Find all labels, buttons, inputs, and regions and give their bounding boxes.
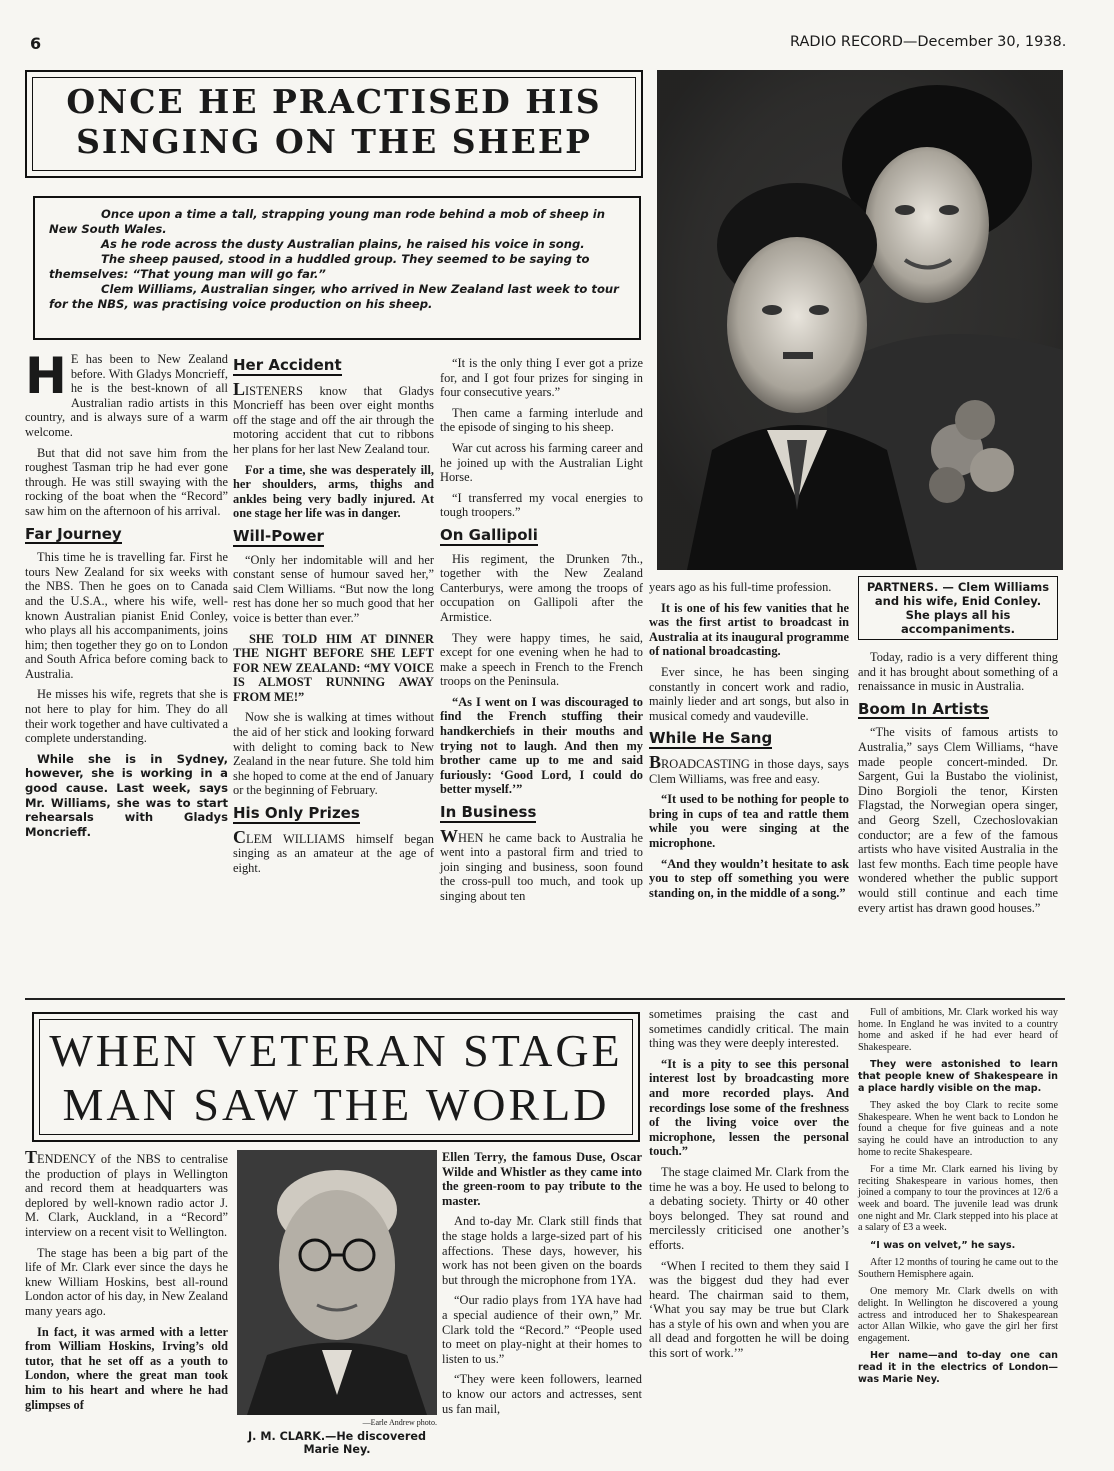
col3-para-5: His regiment, the Drunken 7th., together with the New Zealand Canterburys, were among the troops of occupation on Gallipoli after the Armistice. bbox=[440, 551, 643, 624]
story1-intro-box bbox=[33, 196, 641, 340]
story1-headline-line1: ONCE HE PRACTISED HIS bbox=[66, 82, 602, 121]
clark-photo bbox=[237, 1150, 437, 1415]
s2-col4-para-3: They asked the boy Clark to recite some Shakespeare. When he went back to London he found a cheque for five guineas and a note saying he could have an introduction to any home to recite Shakespeare. bbox=[858, 1100, 1058, 1158]
intro-para-2: As he rode across the dusty Australian plains, he raised his voice in song. bbox=[101, 237, 585, 251]
col2-para-2: For a time, she was desperately ill, her shoulders, arms, thighs and ankles being very badly injured. At one stage her life was in danger. bbox=[233, 462, 434, 521]
col4-para-2: It is one of his few vanities that he was the first artist to broadcast in Australia at its inaugural programme of national broadcasting. bbox=[649, 600, 849, 659]
subhead-far-journey: Far Journey bbox=[25, 524, 122, 543]
story1-col4 bbox=[649, 580, 849, 906]
story1-col3 bbox=[440, 356, 643, 910]
story-divider bbox=[25, 998, 1065, 1000]
story2-headline-line2: MAN SAW THE WORLD bbox=[62, 1079, 610, 1130]
story1-headline-line2: SINGING ON THE SHEEP bbox=[76, 122, 592, 161]
s2-col2-para-4: “They were keen followers, learned to know our actors and actresses, sent us fan mail, bbox=[442, 1372, 642, 1416]
col4-para-3: Ever since, he has been singing constantly in concert work and radio, mainly lieder and art songs, but also in musical comedy and vaudeville. bbox=[649, 664, 849, 723]
story1-headline bbox=[27, 82, 641, 162]
s2-col3-para-2: “It is a pity to see this personal interest lost by broadcasting more and more recorded plays. And recordings lose some of the freshness of the living voice over the microphone, lessen the personal touch.” bbox=[649, 1056, 849, 1159]
partners-caption: PARTNERS. — Clem Williams and his wife, Enid Conley. She plays all his accompaniments. bbox=[858, 576, 1058, 640]
intro-para-3: The sheep paused, stood in a huddled group. They seemed to be saying to themselves: “That young man will go far.” bbox=[49, 252, 590, 281]
story2-col4 bbox=[858, 1007, 1058, 1391]
s2-col4-para-8: Her name—and to-day one can read it in the electrics of London—was Marie Ney. bbox=[858, 1350, 1058, 1385]
s2-col1-para-3: In fact, it was armed with a letter from William Hoskins, Irving’s old tutor, that he set off as a youth to London, where the great man took him to his heart and where he had glimpses of bbox=[25, 1324, 228, 1412]
partners-photo-image bbox=[657, 70, 1063, 570]
subhead-boom-in-artists: Boom In Artists bbox=[858, 699, 989, 718]
drop-cap-c: C bbox=[233, 826, 246, 847]
s2-col3-para-1: sometimes praising the cast and sometimes candidly critical. The main thing was they were deeply interested. bbox=[649, 1007, 849, 1051]
s2-col1-para-1: ENDENCY of the NBS to centralise the production of plays in Wellington and record them at headquarters was deplored by well-known radio actor J. M. Clark, Auckland, in a “Record” interview on a recent visit to Wellington. bbox=[25, 1152, 228, 1239]
col1-para-1: E has been to New Zealand before. With Gladys Moncrieff, he is the best-known of all Australian radio artists in this country, and is always sure of a warm welcome. bbox=[25, 352, 228, 439]
clark-photo-image bbox=[237, 1150, 437, 1415]
col5-para-2: “The visits of famous artists to Australia,” says Clem Williams, “have made people concert-minded. Dr. Sargent, Gui la Bustabo the violinist, Dino Borgioli the tenor, Kirsten Flagstad, the Norwegian opera singer, and Georg Szell, Czechoslovakian conductor; are a few of the famous artists who have visited Australia in the last few months. Each time people have wondered whether the public support would still continue and each time every artist has drawn good houses.” bbox=[858, 725, 1058, 915]
story2-col3 bbox=[649, 1007, 849, 1367]
col3-para-8: HEN he came back to Australia he went into a pastoral firm and tried to join singing and business, soon found the cross-pull too much, and took up singing about ten bbox=[440, 830, 643, 903]
intro-para-4: Clem Williams, Australian singer, who arrived in New Zealand last week to tour for the NBS, was practising voice production on his sheep. bbox=[49, 282, 619, 311]
col4-para-6: “And they wouldn’t hesitate to ask you to step off something you were standing on, in the middle of a song.” bbox=[649, 856, 849, 900]
drop-cap-l: L bbox=[233, 378, 246, 399]
col1-para-4: He misses his wife, regrets that she is not here to play for him. They do all their work together and have cultivated a complete understanding. bbox=[25, 687, 228, 746]
col2-para-3: “Only her indomitable will and her constant sense of humour saved her,” said Clem Williams. “But now the long rest has done her so much good that her voice is better than ever.” bbox=[233, 552, 434, 625]
subhead-in-business: In Business bbox=[440, 803, 537, 822]
drop-cap-h: H bbox=[25, 347, 67, 405]
s2-col3-para-4: “When I recited to them they said I was the biggest dud they had ever heard. The chairman said to them, ‘What you say may be true but Clark has a style of his own and when you are all dead and forgotten he will be doing this sort of work.’” bbox=[649, 1258, 849, 1361]
subhead-while-he-sang: While He Sang bbox=[649, 729, 773, 748]
col3-para-4: “I transferred my vocal energies to tough troopers.” bbox=[440, 490, 643, 520]
subhead-on-gallipoli: On Gallipoli bbox=[440, 525, 538, 544]
col1-para-2: But that did not save him from the roughest Tasman trip he had ever gone through. He was still swaying with the rocking of the boat when the “Record” saw him on the afternoon of his arrival. bbox=[25, 445, 228, 518]
col1-para-5: While she is in Sydney, however, she is working in a good cause. Last week, says Mr. Williams, she was to start rehearsals with Gladys Moncrieff. bbox=[25, 751, 228, 839]
story2-col2 bbox=[442, 1150, 642, 1422]
subhead-her-accident: Her Accident bbox=[233, 356, 342, 374]
clark-photo-credit: —Earle Andrew photo. bbox=[362, 1418, 437, 1427]
col2-caps-quote: SHE TOLD HIM AT DINNER THE NIGHT BEFORE SHE LEFT FOR NEW ZEALAND: “MY VOICE IS ALMOST RUNNING AWAY FROM ME!” bbox=[233, 631, 434, 704]
s2-col2-para-3: “Our radio plays from 1YA have had a special audience of their own,” Mr. Clark told the “Record.” “People used to meet on play-night at their homes to listen to us.” bbox=[442, 1293, 642, 1366]
col2-para-5: LEM WILLIAMS himself began singing as an amateur at the age of eight. bbox=[233, 831, 434, 875]
col2-para-1: ISTENERS know that Gladys Moncrieff has been over eight months off the stage and off the air through the motoring accident that cut to ribbons her plans for her last New Zealand tour. bbox=[233, 383, 434, 456]
drop-cap-w: W bbox=[440, 825, 458, 846]
col4-para-4: ROADCASTING in those days, says Clem Williams, was free and easy. bbox=[649, 756, 849, 786]
col3-para-6: They were happy times, he said, except for one evening when he had to make a speech in French to the French troops on the Peninsula. bbox=[440, 630, 643, 689]
story1-col5 bbox=[858, 650, 1058, 921]
s2-col4-para-6: After 12 months of touring he came out to the Southern Hemisphere again. bbox=[858, 1257, 1058, 1280]
story2-headline-box bbox=[32, 1012, 640, 1142]
subhead-will-power: Will-Power bbox=[233, 526, 324, 545]
col4-para-1: years ago as his full-time profession. bbox=[649, 580, 832, 594]
page-number: 6 bbox=[30, 34, 42, 53]
clark-caption: J. M. CLARK.—He discovered Marie Ney. bbox=[248, 1430, 426, 1456]
col4-para-5: “It used to be nothing for people to bring in cups of tea and rattle them while you were singing at the microphone. bbox=[649, 792, 849, 850]
s2-col4-para-7: One memory Mr. Clark dwells on with delight. In Wellington he discovered a young actress and introduced her to Shakespearean actor Allan Wilkie, who gave the girl her first engagement. bbox=[858, 1286, 1058, 1344]
subhead-his-only-prizes: His Only Prizes bbox=[233, 804, 360, 823]
s2-col1-para-2: The stage has been a big part of the life of Mr. Clark ever since the days he knew William Hoskins, best all-round London actor of his day, in New Zealand many years ago. bbox=[25, 1245, 228, 1318]
partners-photo bbox=[657, 70, 1063, 570]
story2-headline bbox=[34, 1024, 638, 1132]
story2-col1 bbox=[25, 1147, 228, 1418]
col3-para-2: Then came a farming interlude and the episode of singing to his sheep. bbox=[440, 405, 643, 435]
col5-para-1: Today, radio is a very different thing and it has brought about something of a renaissance in music in Australia. bbox=[858, 650, 1058, 694]
col3-para-7: “As I went on I was discouraged to find the French stuffing their handkerchiefs in their mouths and trying not to laugh. And then my brother came up to me and said furiously: ‘Good Lord, I could do better myself.’” bbox=[440, 694, 643, 797]
story2-headline-line1: WHEN VETERAN STAGE bbox=[49, 1025, 623, 1076]
intro-para-1: Once upon a time a tall, strapping young man rode behind a mob of sheep in New South Wales. bbox=[49, 207, 605, 236]
col1-para-3: This time he is travelling far. First he tours New Zealand for six weeks with the NBS. Then he goes on to Canada and the U.S.A., where his wife, well-known Australian pianist Enid Conley, who plays all his accompaniments, joins him; then together they go on to London and South Africa before coming back to Australia. bbox=[25, 550, 228, 681]
drop-cap-b: B bbox=[649, 751, 662, 772]
s2-col4-para-5: “I was on velvet,” he says. bbox=[870, 1239, 1016, 1251]
story1-col1 bbox=[25, 347, 228, 845]
s2-col2-para-1: Ellen Terry, the famous Duse, Oscar Wilde and Whistler as they came into the green-room to pay tribute to the master. bbox=[442, 1150, 642, 1208]
s2-col2-para-2: And to-day Mr. Clark still finds that the stage holds a large-sized part of his affections. These days, however, his work has not been given on the boards but through the microphone from 1YA. bbox=[442, 1214, 642, 1287]
drop-cap-t: T bbox=[25, 1147, 38, 1167]
publication-dateline: RADIO RECORD—December 30, 1938. bbox=[790, 34, 1067, 50]
s2-col4-para-1: Full of ambitions, Mr. Clark worked his way home. In England he was invited to a country home and asked if he had ever heard of Shakespeare. bbox=[858, 1007, 1058, 1053]
col3-para-1: “It is the only thing I ever got a prize for, and I got four prizes for singing in four consecutive years.” bbox=[440, 356, 643, 400]
story1-headline-box bbox=[25, 70, 643, 178]
s2-col3-para-3: The stage claimed Mr. Clark from the time he was a boy. He used to belong to a debating society. Thirty or 40 other boys belonged. They sat round and mercilessly criticised one another’s efforts. bbox=[649, 1164, 849, 1252]
col2-para-4: Now she is walking at times without the aid of her stick and looking forward with delight to coming back to New Zealand in the near future. She told him she hoped to come at the end of January or the beginning of February. bbox=[233, 710, 434, 798]
s2-col4-para-4: For a time Mr. Clark earned his living by reciting Shakespeare in various homes, then joined a company to tour the provinces at 12/6 a week and board. The juvenile lead was drunk one night and Mr. Clark stepped into his place at a salary of £3 a week. bbox=[858, 1164, 1058, 1234]
col3-para-3: War cut across his farming career and he joined up with the Australian Light Horse. bbox=[440, 440, 643, 485]
s2-col4-para-2: They were astonished to learn that people knew of Shakespeare in a place hardly visible on the map. bbox=[858, 1059, 1058, 1094]
story1-col2 bbox=[233, 356, 434, 881]
